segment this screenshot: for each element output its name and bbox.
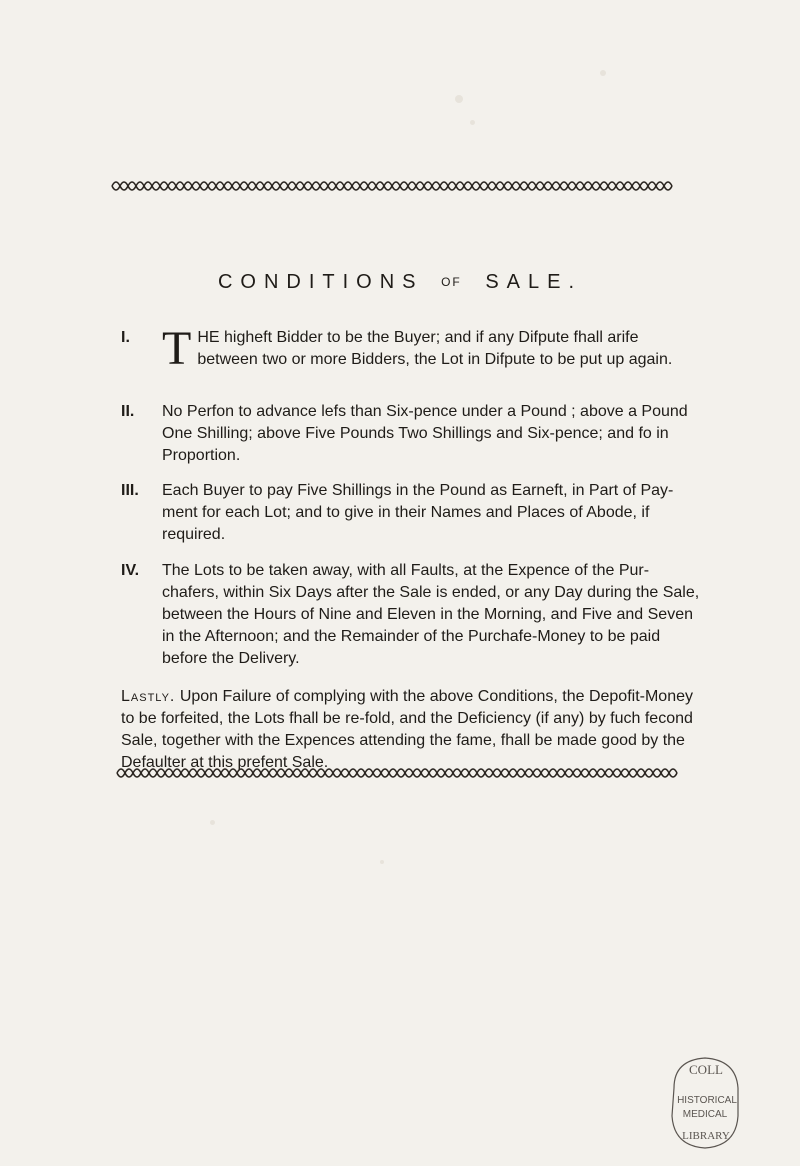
ornament-link [528,182,544,190]
ornament-link [517,769,533,777]
foxing-spot [210,820,215,825]
ornament-link [117,769,133,777]
ornament-link [608,182,624,190]
clause-lastly [121,686,701,774]
ornament-link [501,769,517,777]
ornament-link [405,769,421,777]
ornament-link [373,769,389,777]
ornament-link [112,182,128,190]
ornament-link [133,769,149,777]
clause-number: I. [121,329,130,346]
clause-1 [121,322,702,375]
ornament-link [277,769,293,777]
ornament-link [400,182,416,190]
ornament-link [565,769,581,777]
ornament-link [357,769,373,777]
clause-text: Each Buyer to pay Five Shillings in the Pound as Earneft, in Part of Pay-ment for each Lot; and to give in their Names and Places of Abode, if required. [162,482,674,543]
ornament-link [597,769,613,777]
ornament-link [229,769,245,777]
lastly-label: Lastly. [121,688,176,705]
ornament-link [325,769,341,777]
ornament-link [592,182,608,190]
ornament-link [224,182,240,190]
ornament-link [464,182,480,190]
ornament-link [352,182,368,190]
stamp-line-1: HISTORICAL [677,1095,737,1106]
top-ornament-border [108,176,683,196]
ornament-link [293,769,309,777]
ornament-link [304,182,320,190]
ornament-link [645,769,661,777]
ornament-link [256,182,272,190]
foxing-spot [455,95,463,103]
ornament-link [336,182,352,190]
ornament-link [197,769,213,777]
ornament-link [368,182,384,190]
ornament-link [453,769,469,777]
ornament-link [533,769,549,777]
clause-2 [121,401,702,467]
foxing-spot [470,120,475,125]
clause-4 [121,560,702,670]
ornament-link [341,769,357,777]
foxing-spot [380,860,384,864]
ornament-link [512,182,528,190]
ornament-link [640,182,656,190]
ornament-link [656,182,672,190]
clause-number: II. [121,403,135,420]
ornament-link [549,769,565,777]
title-of: OF [441,275,462,289]
ornament-link [624,182,640,190]
foxing-spot [600,70,606,76]
ornament-link [485,769,501,777]
ornament-link [144,182,160,190]
ornament-link [320,182,336,190]
ornament-link [384,182,400,190]
ornament-link [576,182,592,190]
ornament-link [192,182,208,190]
clause-number: III. [121,482,139,499]
ornament-link [629,769,645,777]
title-right: SALE. [485,271,583,293]
ornament-link [240,182,256,190]
ornament-link [581,769,597,777]
ornament-link [181,769,197,777]
ornament-link [416,182,432,190]
stamp-bottom-text: LIBRARY [682,1130,730,1142]
stamp-line-2: MEDICAL [682,1109,728,1120]
clause-3 [121,480,702,546]
ornament-link [437,769,453,777]
ornament-link [128,182,144,190]
title-left: CONDITIONS [217,271,424,293]
clause-text: HE higheft Bidder to be the Buyer; and if any Difpute fhall arife between two or more Bidders, the Lot in Difpute to be put up again. [197,329,673,368]
ornament-link [432,182,448,190]
ornament-link [261,769,277,777]
ornament-link [613,769,629,777]
ornament-link [309,769,325,777]
drop-cap: T [162,322,192,375]
ornament-link [560,182,576,190]
ornament-link [544,182,560,190]
ornament-link [245,769,261,777]
ornament-link [160,182,176,190]
clause-text: The Lots to be taken away, with all Faults, at the Expence of the Pur-chafers, within Six Days after the Sale is ended, or any Day during the Sale, between the Hours of Nine and Eleven in the Morning, and Five and Seven in the Afternoon; and the Remainder of the Purchafe-Money to be paid before the Delivery. [162,562,700,667]
ornament-link [661,769,677,777]
lastly-text: Upon Failure of complying with the above Conditions, the Depofit-Money to be forfeited, the Lots fhall be re-fold, and the Deficiency (if any) by fuch fecond Sale, together with the Expences attending the fame, fhall be made good by the Defaulter at this prefent Sale. [121,688,693,771]
ornament-link [480,182,496,190]
page-title [0,271,800,294]
library-stamp [660,1046,750,1156]
ornament-link [469,769,485,777]
ornament-link [421,769,437,777]
ornament-link [176,182,192,190]
clause-number: IV. [121,562,140,579]
ornament-link [389,769,405,777]
ornament-link [496,182,512,190]
stamp-top-text: COLL [689,1062,723,1077]
ornament-link [448,182,464,190]
ornament-link [208,182,224,190]
ornament-link [149,769,165,777]
ornament-link [165,769,181,777]
ornament-link [213,769,229,777]
ornament-link [288,182,304,190]
ornament-link [272,182,288,190]
bottom-ornament-border [113,763,685,783]
clause-text: No Perfon to advance lefs than Six-pence under a Pound ; above a Pound One Shilling; above Five Pounds Two Shillings and Six-pence; and fo in Proportion. [162,403,688,464]
